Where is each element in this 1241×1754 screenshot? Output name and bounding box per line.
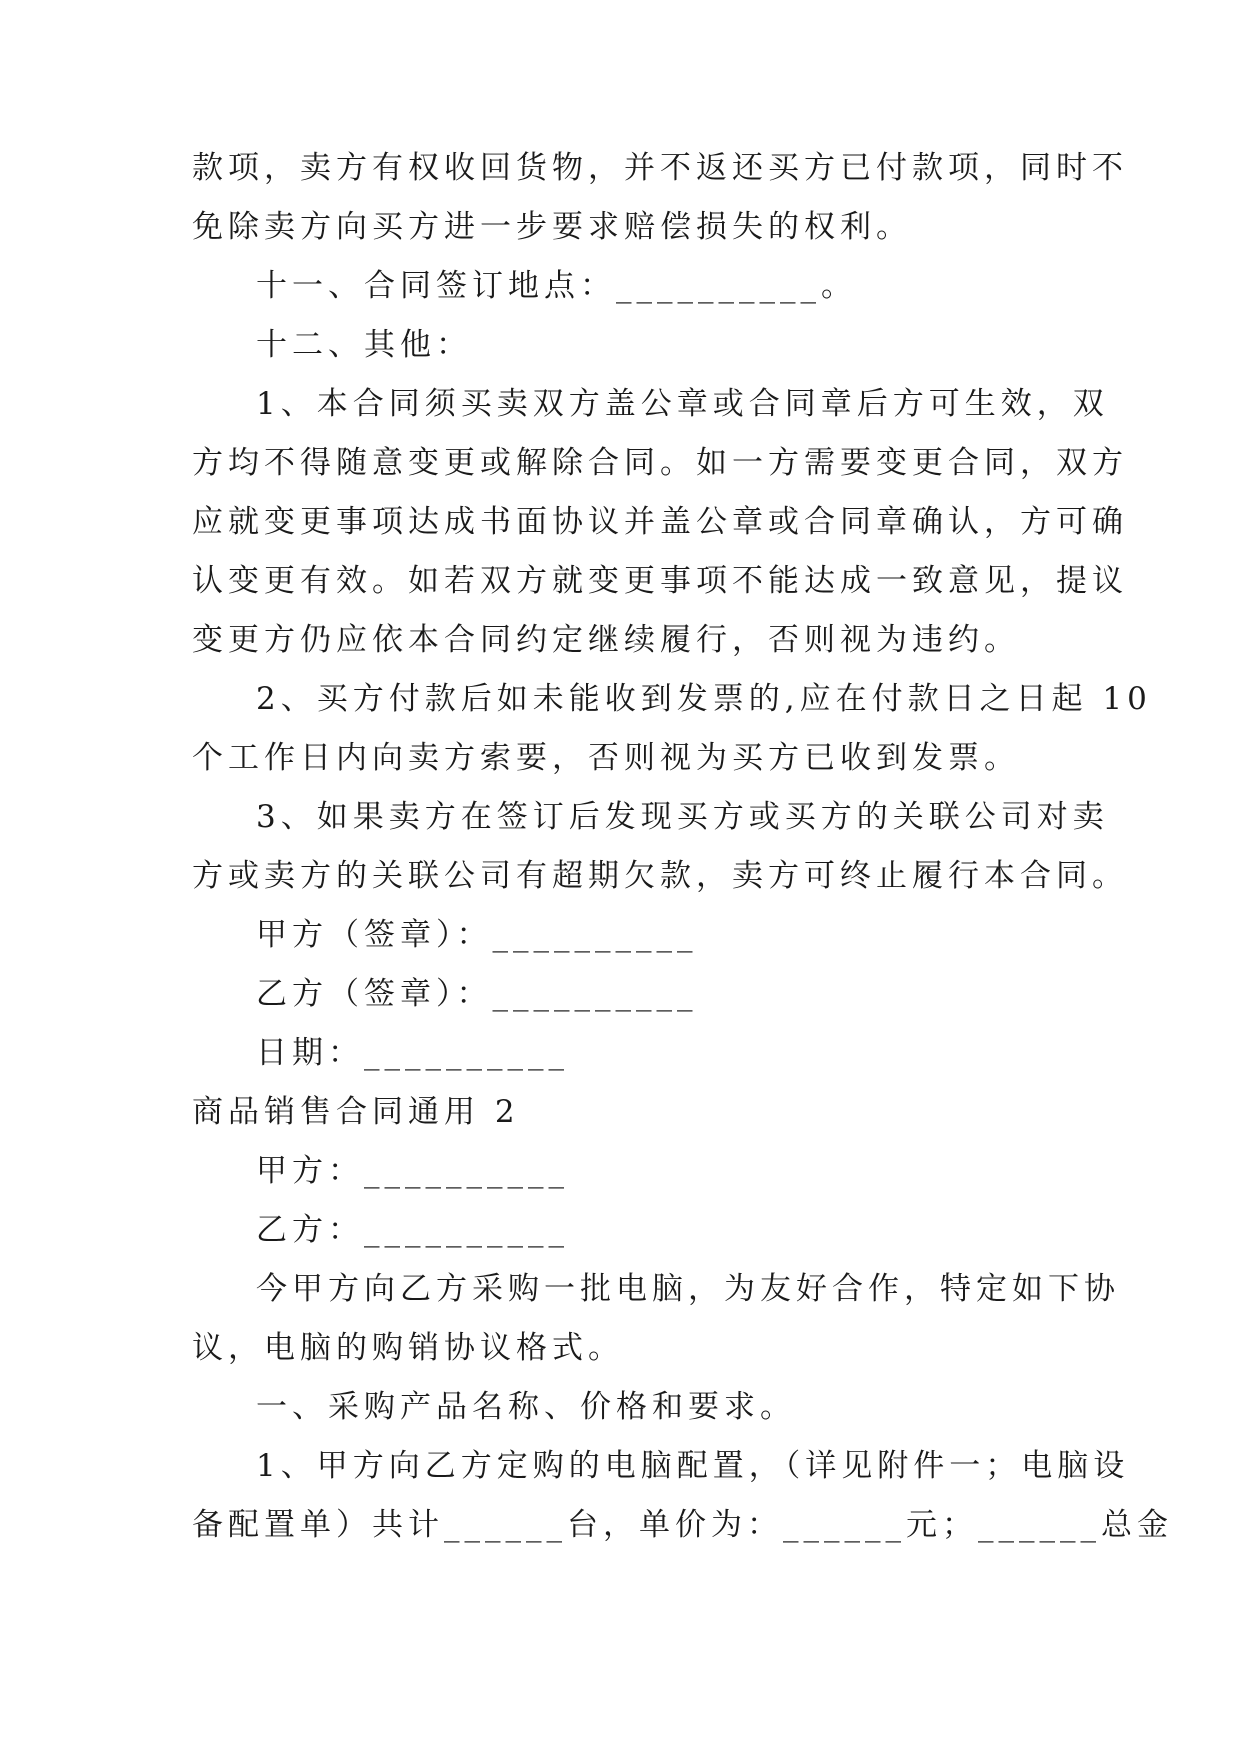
party-a-signature: 甲方（签章）：__________ (256, 917, 698, 953)
party-a-field: 甲方：__________ (256, 1153, 569, 1189)
clause-12-heading: 十二、其他： (256, 327, 472, 363)
clause-1-heading: 一、采购产品名称、价格和要求。 (256, 1389, 796, 1425)
paragraph-line: 个工作日内向卖方索要，否则视为买方已收到发票。 (192, 740, 1020, 776)
clause-11-signing-place: 十一、合同签订地点：__________。 (256, 268, 857, 304)
clause-12-item-1: 1、本合同须买卖双方盖公章或合同章后方可生效，双 (256, 386, 1109, 422)
party-b-signature: 乙方（签章）：__________ (256, 976, 698, 1012)
party-b-field: 乙方：__________ (256, 1212, 569, 1248)
date-field: 日期：__________ (256, 1035, 569, 1071)
paragraph-line: 免除卖方向买方进一步要求赔偿损失的权利。 (192, 209, 912, 245)
paragraph-line: 备配置单）共计______台，单价为：______元；______总金 (192, 1507, 1173, 1543)
paragraph-line: 方或卖方的关联公司有超期欠款，卖方可终止履行本合同。 (192, 858, 1128, 894)
clause-1-item-1: 1、甲方向乙方定购的电脑配置，（详见附件一；电脑设 (256, 1448, 1130, 1484)
clause-12-item-2: 2、买方付款后如未能收到发票的,应在付款日之日起 10 (256, 681, 1152, 717)
paragraph-line: 款项，卖方有权收回货物，并不返还买方已付款项，同时不 (192, 150, 1128, 186)
section-title: 商品销售合同通用 2 (192, 1094, 520, 1130)
paragraph-line: 方均不得随意变更或解除合同。如一方需要变更合同，双方 (192, 445, 1128, 481)
paragraph-line: 变更方仍应依本合同约定继续履行，否则视为违约。 (192, 622, 1020, 658)
intro-paragraph: 今甲方向乙方采购一批电脑，为友好合作，特定如下协 (256, 1271, 1120, 1307)
paragraph-line: 认变更有效。如若双方就变更事项不能达成一致意见，提议 (192, 563, 1128, 599)
paragraph-line: 应就变更事项达成书面协议并盖公章或合同章确认，方可确 (192, 504, 1128, 540)
clause-12-item-3: 3、如果卖方在签订后发现买方或买方的关联公司对卖 (256, 799, 1109, 835)
paragraph-line: 议，电脑的购销协议格式。 (192, 1330, 624, 1366)
